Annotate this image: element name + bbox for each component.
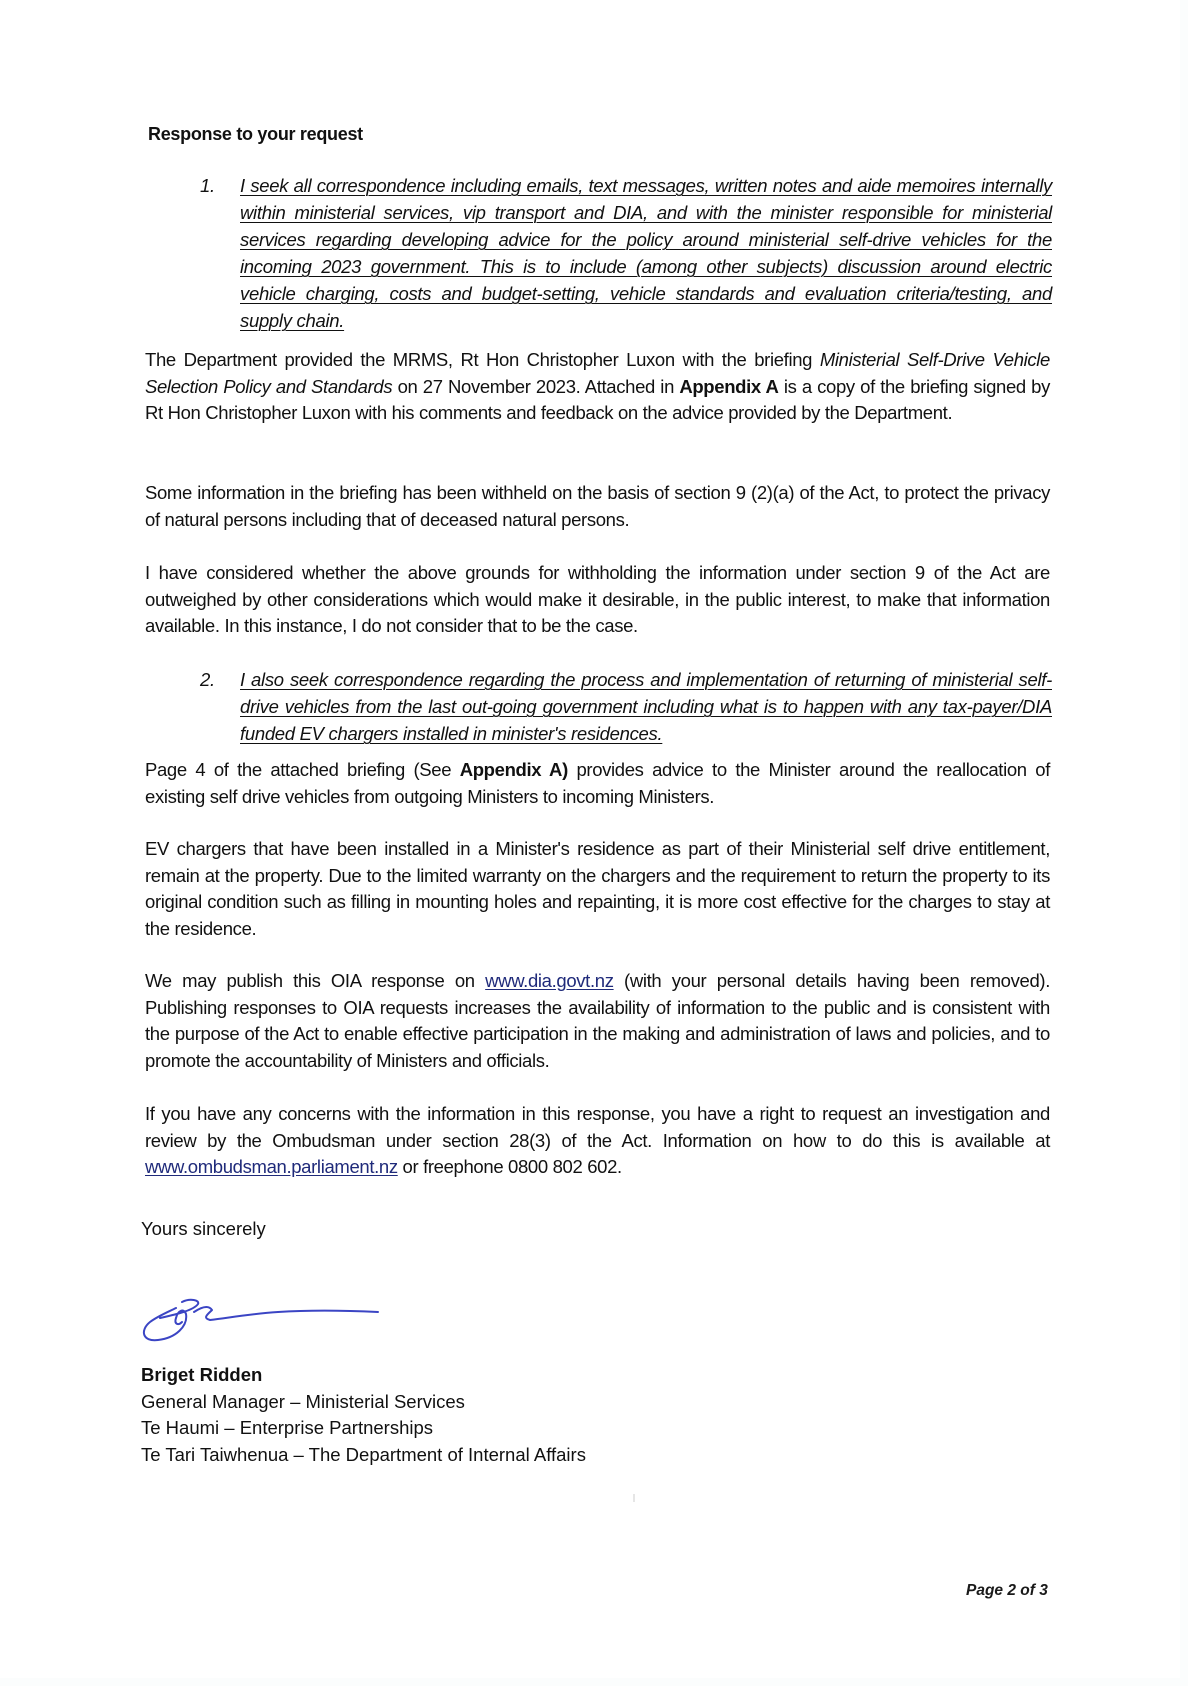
- paragraph-text: Some information in the briefing has been withheld on the basis of section 9 (2)(a) of the Act, to protect the privacy of natural persons including that of deceased natural persons.: [145, 482, 1050, 530]
- text-run: Page 4 of the attached briefing (See: [145, 759, 460, 780]
- dia-website-link[interactable]: www.dia.govt.nz: [485, 970, 614, 991]
- request-text: I also seek correspondence regarding the process and implementation of returning of ministerial self-drive vehicles from the last out-going government including what is to happen with any tax-payer/DIA funded EV chargers installed in minister's residences.: [240, 669, 1052, 744]
- signature-image: [138, 1288, 398, 1358]
- paragraph-text: I have considered whether the above grounds for withholding the information under section 9 of the Act are outweighed by other considerations which would make it desirable, in the public interest, to make that information available. In this instance, I do not consider that to be the case.: [145, 562, 1050, 637]
- signatory-name: Briget Ridden: [141, 1364, 263, 1385]
- signature-stroke: [144, 1300, 378, 1340]
- text-run: is a copy of the briefing signed by Rt Hon Christopher Luxon with his comments and feedback on the advice provided by the Department.: [145, 375, 1051, 424]
- appendix-reference: Appendix A): [459, 759, 568, 780]
- page-number: Page 2 of 3: [966, 1582, 1048, 1599]
- signatory-department: Te Tari Taiwhenua – The Department of Internal Affairs: [141, 1443, 586, 1465]
- text-run: If you have any concerns with the information in this response, you have a right to request an investigation and review by the Ombudsman under section 28(3) of the Act. Information on how to do this is available at: [145, 1103, 1050, 1151]
- paragraph-publish: [145, 968, 1050, 1075]
- request-number: 2.: [200, 669, 215, 690]
- request-text: I seek all correspondence including emails, text messages, written notes and aide memoires internally within ministerial services, vip transport and DIA, and with the minister responsible for ministerial services regarding developing advice for the policy around ministerial self-drive vehicles for the incoming 2023 government. This is to include (among other subjects) discussion around electric vehicle charging, costs and budget-setting, vehicle standards and evaluation criteria/testing, and supply chain.: [240, 175, 1052, 331]
- scan-artifact: [633, 1494, 635, 1502]
- paragraph-briefing: [145, 347, 1050, 427]
- request-number: 1.: [200, 175, 215, 196]
- paragraph-text: EV chargers that have been installed in a Minister's residence as part of their Ministerial self drive entitlement, remain at the property. Due to the limited warranty on the chargers and the requirement to return the property to its original condition such as filling in mounting holes and repainting, it is more cost effective for the charges to stay at the residence.: [145, 838, 1050, 940]
- section-heading: Response to your request: [148, 124, 363, 144]
- signatory-unit: Te Haumi – Enterprise Partnerships: [141, 1417, 434, 1438]
- appendix-reference: Appendix A: [679, 375, 779, 397]
- signatory-title: General Manager – Ministerial Services: [141, 1390, 465, 1412]
- text-run: provides advice to the Minister around the reallocation of existing self drive vehicles from outgoing Ministers to incoming Ministers.: [145, 759, 1050, 807]
- text-run: (with your personal details having been removed). Publishing responses to OIA requests increases the availability of information to the public and is consistent with the purpose of the Act to enable effective participation in the making and administration of laws and policies, and to promote the accountability of Ministers and officials.: [145, 970, 1050, 1072]
- paragraph-withheld: [145, 480, 1050, 533]
- paragraph-reallocation: [145, 757, 1050, 810]
- paragraph-ombudsman: [145, 1101, 1050, 1181]
- closing-salutation: Yours sincerely: [141, 1218, 266, 1239]
- text-run: on 27 November 2023. Attached in: [392, 375, 680, 397]
- text-run: We may publish this OIA response on: [145, 970, 486, 991]
- text-run: The Department provided the MRMS, Rt Hon Christopher Luxon with the briefing: [145, 349, 820, 370]
- paragraph-public-interest: [145, 560, 1050, 640]
- briefing-title: Ministerial Self-Drive Vehicle Selection Policy and Standards: [145, 349, 1051, 397]
- paragraph-ev-chargers: [145, 836, 1050, 943]
- request-item-2: [200, 666, 1052, 747]
- text-run: or freephone 0800 802 602.: [397, 1156, 622, 1178]
- ombudsman-website-link[interactable]: www.ombudsman.parliament.nz: [145, 1156, 398, 1178]
- request-item-1: [200, 172, 1052, 334]
- signatory-block: [141, 1362, 586, 1468]
